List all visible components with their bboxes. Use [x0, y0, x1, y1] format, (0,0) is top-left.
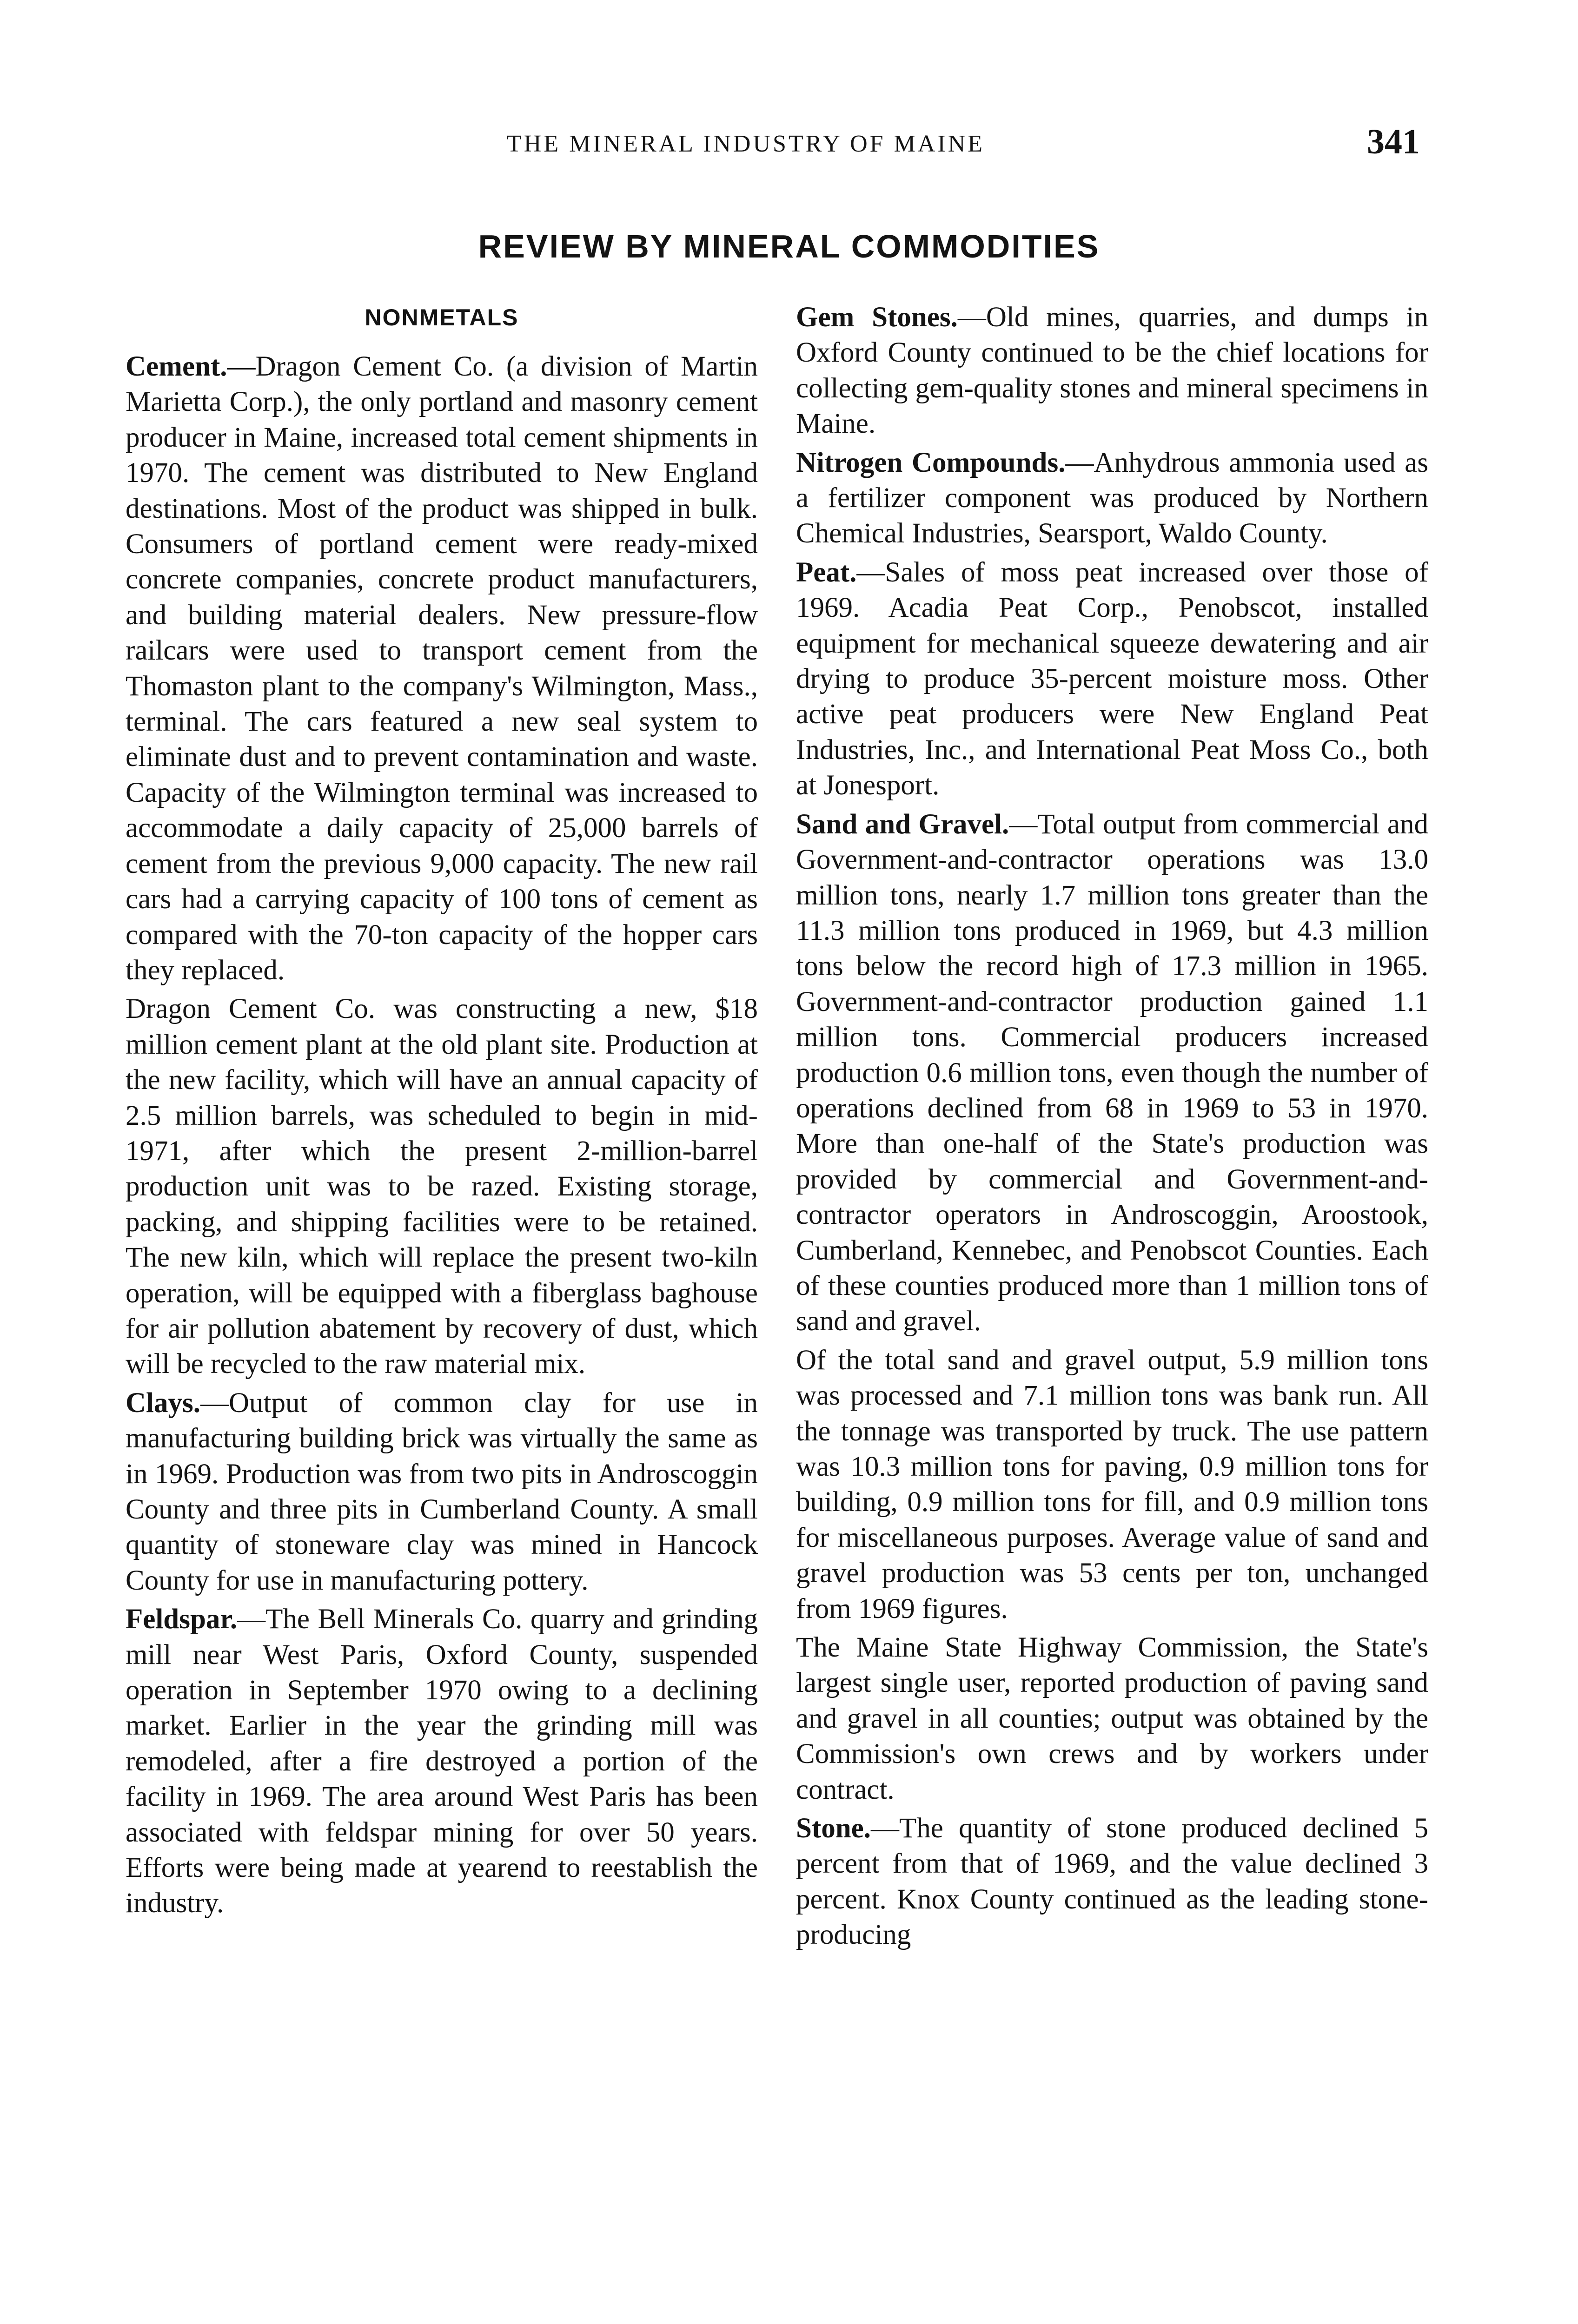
highway-commission-paragraph: The Maine State Highway Commission, the State's largest single user, reported production of paving sand and gravel in all counties; output was obtained by the Commission's own crews and by workers under contract. — [796, 1632, 1428, 1805]
sand-gravel-output-paragraph: Of the total sand and gravel output, 5.9 million tons was processed and 7.1 million tons was bank run. All the tonnage was transported by truck. The use pattern was 10.3 million tons for paving, 0.9 million tons for building, 0.9 million tons for fill, and 0.9 million tons for miscellaneous purposes. Average value of sand and gravel production was 53 cents per ton, unchanged from 1969 figures. — [796, 1344, 1428, 1624]
cement-text: —Dragon Cement Co. (a division of Martin Marietta Corp.), the only portland and masonry cement producer in Maine, increased total cement shipments in 1970. The cement was distributed to New England destinations. Most of the product was shipped in bulk. Consumers of portland cement were ready-mixed concrete companies, concrete product manufacturers, and building material dealers. New pressure-flow railcars were used to transport cement from the Thomaston plant to the company's Wilmington, Mass., terminal. The cars featured a new seal system to eliminate dust and to prevent contamination and waste. Capacity of the Wilmington terminal was increased to accommodate a daily capacity of 25,000 barrels of cement from the previous 9,000 capacity. The new rail cars had a carrying capacity of 100 tons of cement as compared with the 70-ton capacity of the hopper cars they replaced. — [126, 351, 758, 986]
nitrogen-paragraph — [796, 445, 1428, 552]
nitrogen-text: —Anhydrous ammonia used as a fertilizer component was produced by Northern Chemical Industries, Searsport, Waldo County. — [796, 447, 1428, 549]
running-title: THE MINERAL INDUSTRY OF MAINE — [507, 131, 985, 157]
peat-text: —Sales of moss peat increased over those of 1969. Acadia Peat Corp., Penobscot, installed equipment for mechanical squeeze dewatering and air drying to produce 35-percent moisture moss. Other active peat producers were New England Peat Industries, Inc., and International Peat Moss Co., both at Jonesport. — [796, 556, 1428, 801]
peat-heading: Peat. — [796, 556, 857, 588]
clays-heading: Clays. — [126, 1387, 200, 1419]
sand-gravel-text: —Total output from commercial and Government-and-contractor operations was 13.0 million tons, nearly 1.7 million tons greater than the 11.3 million tons produced in 1969, but 4.3 million tons below the record high of 17.3 million in 1965. Government-and-contractor production gained 1.1 million tons. Commercial producers increased production 0.6 million tons, even though the number of operations declined from 68 in 1969 to 53 in 1970. More than one-half of the State's production was provided by commercial and Government-and-contractor operators in Androscoggin, Aroostook, Cumberland, Kennebec, and Penobscot Counties. Each of these counties produced more than 1 million tons of sand and gravel. — [796, 808, 1429, 1337]
page-number: 341 — [1367, 122, 1420, 161]
feldspar-paragraph — [126, 1602, 758, 1921]
cement-heading: Cement. — [126, 351, 227, 382]
stone-text: —The quantity of stone produced declined 5 percent from that of 1969, and the value declined 3 percent. Knox County continued as the leading stone-producing — [796, 1813, 1428, 1951]
gem-stones-heading: Gem Stones. — [796, 302, 958, 333]
feldspar-text: —The Bell Minerals Co. quarry and grinding mill near West Paris, Oxford County, suspended operation in September 1970 owing to a declining market. Earlier in the year the grinding mill was remodeled, after a fire destroyed a portion of the facility in 1969. The area around West Paris has been associated with feldspar mining for over 50 years. Efforts were being made at yearend to reestablish the industry. — [126, 1604, 758, 1919]
nitrogen-heading: Nitrogen Compounds. — [796, 447, 1066, 478]
gem-stones-paragraph — [796, 300, 1428, 442]
sand-gravel-paragraph — [796, 807, 1428, 1340]
sand-gravel-heading: Sand and Gravel. — [796, 808, 1009, 840]
feldspar-heading: Feldspar. — [126, 1604, 238, 1635]
stone-paragraph — [796, 1811, 1428, 1953]
peat-paragraph — [796, 555, 1428, 804]
clays-paragraph — [126, 1386, 758, 1598]
cement-plant-paragraph: Dragon Cement Co. was constructing a new, $18 million cement plant at the old plant site. Production at the new facility, which will have an annual capacity of 2.5 million barrels, was scheduled to begin in mid-1971, after which the present 2-million-barrel production unit was to be razed. Existing storage, packing, and shipping facilities were to be retained. The new kiln, which will replace the present two-kiln operation, will be equipped with a fiberglass baghouse for air pollution abatement by recovery of dust, which will be recycled to the raw material mix. — [126, 993, 758, 1380]
cement-paragraph — [126, 349, 758, 988]
stone-heading: Stone. — [796, 1813, 871, 1844]
left-column — [126, 300, 758, 1925]
right-column — [796, 300, 1428, 1956]
section-title: REVIEW BY MINERAL COMMODITIES — [478, 228, 1100, 264]
subsection-title: NONMETALS — [365, 304, 519, 330]
gem-stones-text: —Old mines, quarries, and dumps in Oxford County continued to be the chief locations for collecting gem-quality stones and mineral specimens in Maine. — [796, 302, 1428, 440]
clays-text: —Output of common clay for use in manufacturing building brick was virtually the same as in 1969. Production was from two pits in Androscoggin County and three pits in Cumberland County. A small quantity of stoneware clay was mined in Hancock County for use in manufacturing pottery. — [126, 1387, 758, 1596]
